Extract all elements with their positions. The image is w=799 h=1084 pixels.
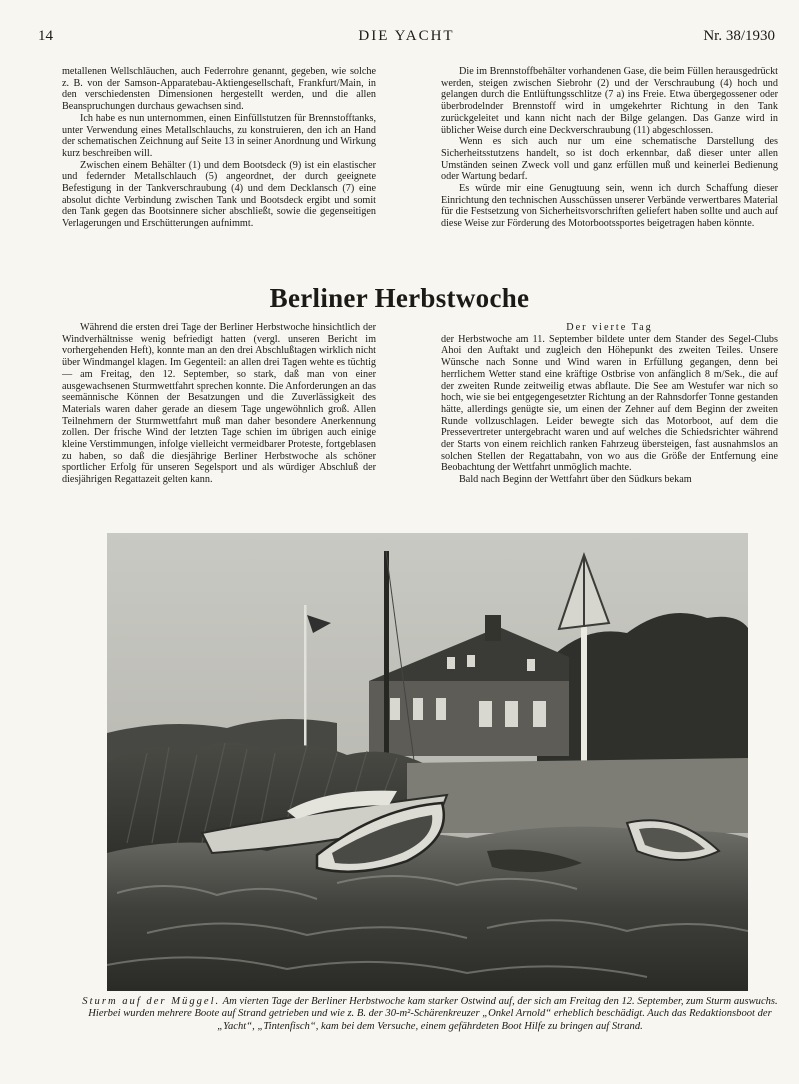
- column-top-left: [62, 66, 376, 230]
- paragraph: metallenen Wellschläuchen, auch Federrohre genannt, gegeben, wie solche z. B. von der Samson-Apparatebau-Aktiengesellschaft, Frankfurt/Main, in den verschiedensten Dimensionen hergestellt werden, und die allen Beanspruchungen durchaus gewachsen sind.: [62, 66, 376, 113]
- storm-photograph: [107, 533, 748, 991]
- paragraph: Ich habe es nun unternommen, einen Einfüllstutzen für Brennstofftanks, unter Verwendung eines Metallschlauchs, zu konstruieren, den ich an Hand der schematischen Zeichnung auf Seite 13 in seiner Anordnung und Wirkung kurz beschreiben will.: [62, 112, 377, 159]
- running-header: [38, 28, 775, 48]
- column-top-right: [441, 66, 778, 230]
- paragraph: der Herbstwoche am 11. September bildete unter dem Stander des Segel-Clubs Ahoi den Auftakt und zugleich den Höhepunkt des zweiten Teiles. Unsere Wünsche nach Sonne und Wind waren in Erfüllung gegangen, denn bei herrlichem Wetter stand eine kräftige Ostbrise von anfänglich 8 m/Sek., die auf der zweiten Runde zeitweilig etwas abflaute. Die See am Westufer war nich so hoch, wie sie bei entgegengesetzter Richtung an der Rahnsdorfer Tonne gestanden hätte, allerdings genügte sie, um einen der Zehner auf dem Beginn der zweiten Runde vollzuschlagen. Leider bewegte sich das Motorboot, auf dem die Pressevertreter untergebracht waren und auf welches die Schiedsrichter während der Starts von einem reichlich ranken Fahrzeug übersteigen, fast ausnahmslos an solchen Stellen der Regattabahn, von wo aus die Größe der Entfernung eine Beobachtung der Wettfahrt unmöglich machte.: [441, 333, 778, 474]
- subheading: Der vierte Tag: [566, 322, 653, 333]
- article-title: Berliner Herbstwoche: [269, 283, 530, 313]
- column-article-left: [62, 322, 376, 486]
- paragraph: Die im Brennstoffbehälter vorhandenen Gase, die beim Füllen herausgedrückt werden, steigen zwischen Siebrohr (2) und der Verschraubung (4) hoch und gelangen durch die Entlüftungsschlitze (7 a) ins Freie. Etwa übergegossener oder überbrodelnder Brennstoff wird in umgekehrter Richtung in den Tank zurückgeleitet und kann nicht nach der Bilge gelangen. Das Ganze wird in üblicher Weise durch eine Deckverschraubung (11) abgeschlossen.: [441, 66, 778, 136]
- paragraph: Während die ersten drei Tage der Berliner Herbstwoche hinsichtlich der Windverhältnisse wenig befriedigt hatten (vergl. unseren Bericht im vorhergehenden Heft), konnte man an den drei Abschlußtagen wirklich nicht über Windmangel klagen. Im Gegenteil: an allen drei Tagen wehte es tüchtig — am Freitag, den 12. September, so stark, daß man von einer ausgewachsenen Sturmwettfahrt sprechen konnte. Die Anforderungen an das seemännische Können der Besatzungen und die Zuverlässigkeit des Materials waren daher gerade an diesem Tage ungewöhnlich groß. Allen Teilnehmern der Sturmwettfahrt muß man daher besondere Anerkennung zollen. Der frische Wind der letzten Tage schien im übrigen auch einige kleine Verstimmungen, infolge vielleicht vermeidbarer Proteste, fortgeblasen zu haben, so daß die diesjährige Berliner Herbstwoche als schöner sportlicher Erfolg für unseren Segelsport und als würdiger Abschluß der diesjährigen Regattazeit gelten kann.: [62, 322, 376, 486]
- photo-caption: [70, 996, 790, 1033]
- journal-name: DIE YACHT: [358, 28, 455, 44]
- column-article-right: [441, 322, 778, 486]
- caption-text: Am vierten Tage der Berliner Herbstwoche kam starker Ostwind auf, der sich am Freitag den 12. September, zum Sturm auswuchs. Hierbei wurden mehrere Boote auf Strand getrieben und wie z. B. der 30-m²-Schärenkreuzer „Onkel Arnold“ erheblich beschädigt. Auch das Redaktionsboot der „Yacht“, „Tintenfisch“, kam bei dem Versuche, einem gefährdeten Boot Hilfe zu bringen auf Strand.: [88, 996, 778, 1032]
- caption-lead: Sturm auf der Müggel.: [82, 996, 221, 1007]
- paragraph: Es würde mir eine Genugtuung sein, wenn ich durch Schaffung dieser Einrichtung den technischen Ausschüssen unserer Verbände verwertbares Material für die Festsetzung von Sicherheitsvorschriften geliefert haben sollte und auch auf diese Weise zur Förderung des Motorbootssportes beigetragen haben könnte.: [441, 183, 778, 230]
- issue-number: Nr. 38/1930: [703, 28, 775, 44]
- paragraph: Bald nach Beginn der Wettfahrt über den Südkurs bekam: [459, 474, 692, 486]
- paragraph: Zwischen einem Behälter (1) und dem Bootsdeck (9) ist ein elastischer und federnder Metallschlauch (5) angeordnet, der durch geeignete Befestigung in der Tankverschraubung (4) und dem Decklansch (7) eine absolut dichte Verbindung zwischen Tank und Bootsdeck ergibt und somit den Tank gegen das Bootsinnere sicher abschließt, sowie die gegenseitigen Verlagerungen und Erschütterungen aufnimmt.: [62, 159, 376, 230]
- paragraph: Wenn es sich auch nur um eine schematische Darstellung des Sicherheitsstutzens handelt, so ist doch erkennbar, daß dieser unter allen Umständen seinen Zweck voll und ganz erfüllen muß und keinerlei Bedienung oder Wartung bedarf.: [441, 136, 778, 183]
- photograph-illustration: [107, 533, 748, 991]
- page-number: 14: [38, 28, 53, 44]
